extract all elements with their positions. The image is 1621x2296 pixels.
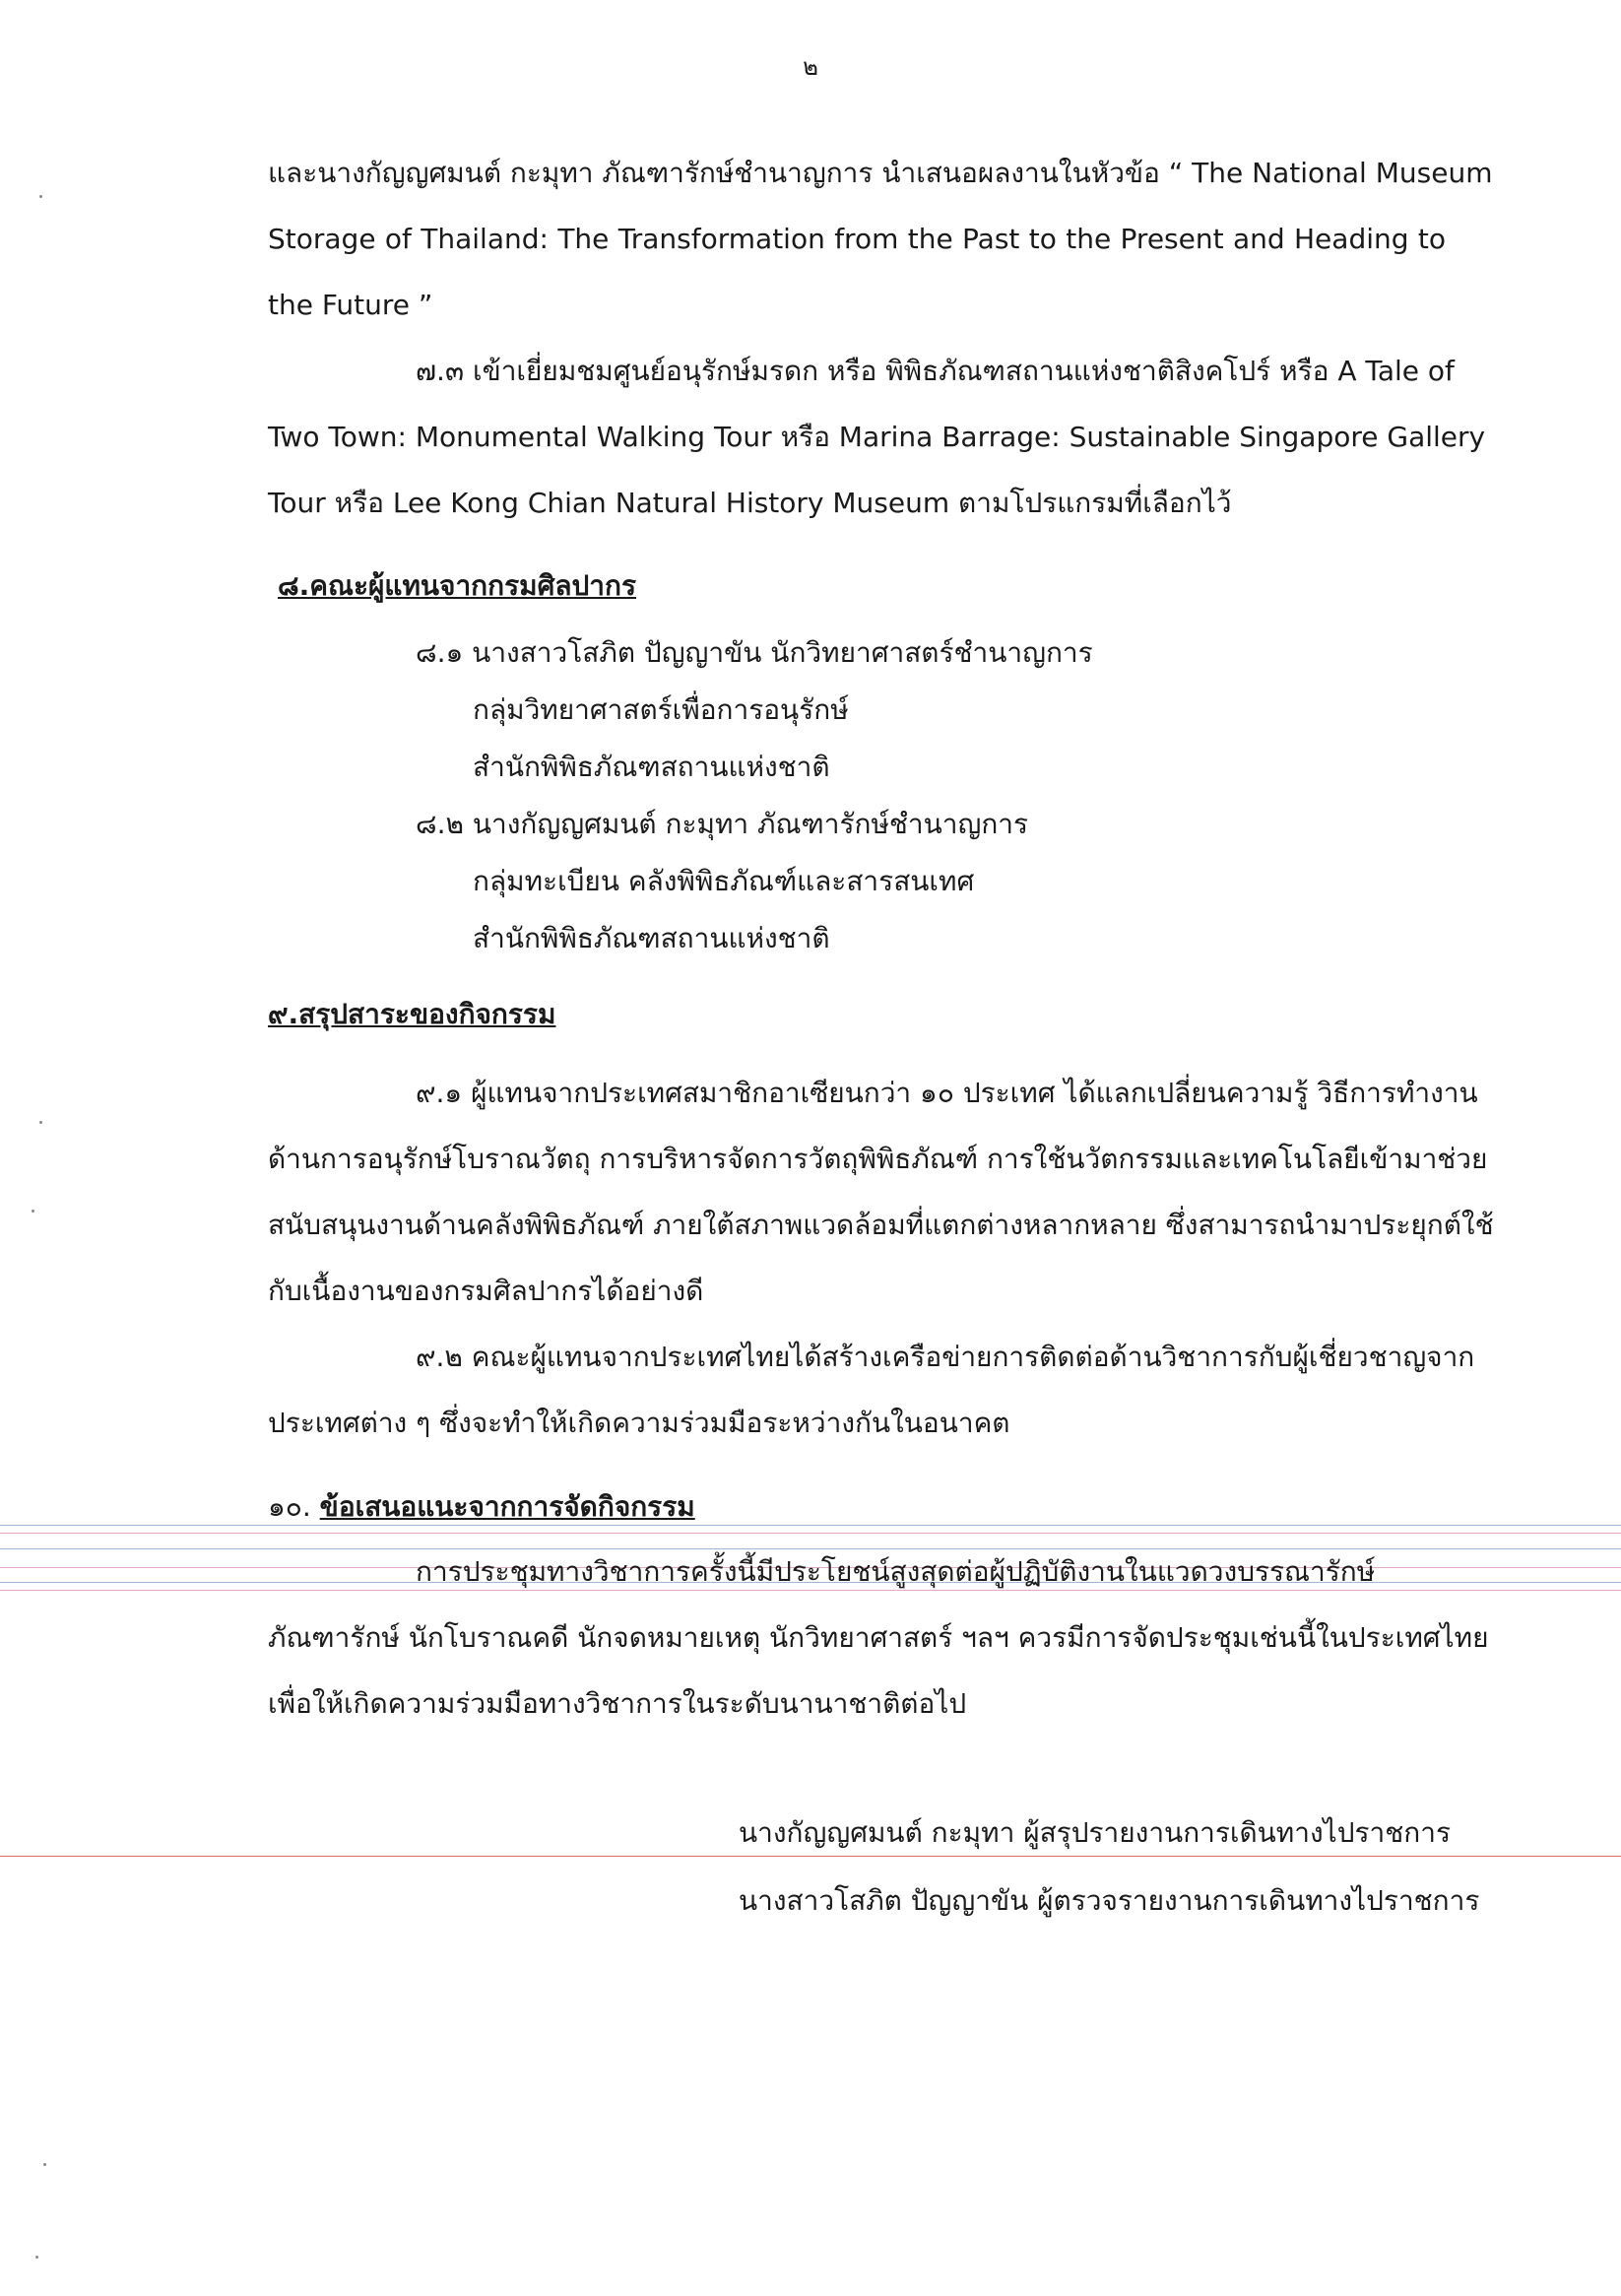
page-number: ๒ xyxy=(803,53,818,81)
scan-artifact-line xyxy=(0,1590,1621,1591)
item-7-3-line: ๗.๓ เข้าเยี่ยมชมศูนย์อนุรักษ์มรดก หรือ พิพิธภัณฑสถานแห่งชาติสิงคโปร์ หรือ A Tale of xyxy=(416,355,1455,387)
scan-artifact-line xyxy=(0,1548,1621,1549)
item-9-2-line: ๙.๒ คณะผู้แทนจากประเทศไทยได้สร้างเครือข่ายการติดต่อด้านวิชาการกับผู้เชี่ยวชาญจาก xyxy=(416,1341,1475,1373)
scan-speck xyxy=(35,2256,38,2259)
section-8-heading: ๘.คณะผู้แทนจากกรมศิลปากร xyxy=(278,569,636,602)
scan-speck xyxy=(39,1121,42,1124)
scan-artifact-line xyxy=(0,1525,1621,1526)
scan-speck xyxy=(39,195,42,198)
item-7-3-line: Tour หรือ Lee Kong Chian Natural History Museum ตามโปรแกรมที่เลือกไว้ xyxy=(268,487,1232,519)
paragraph-line: the Future ” xyxy=(268,289,433,321)
delegate-line: ๘.๒ นางกัญญศมนต์ กะมุทา ภัณฑารักษ์ชำนาญการ xyxy=(416,808,1029,840)
recommendation-line: ภัณฑารักษ์ นักโบราณคดี นักจดหมายเหตุ นักวิทยาศาสตร์ ฯลฯ ควรมีการจัดประชุมเช่นนี้ในประเทศไทย xyxy=(268,1621,1489,1654)
section-10-heading xyxy=(268,1489,695,1525)
paragraph-line: และนางกัญญศมนต์ กะมุทา ภัณฑารักษ์ชำนาญการ นำเสนอผลงานในหัวข้อ “ The National Museum xyxy=(268,157,1493,189)
report-reviewer: นางสาวโสภิต ปัญญาขัน ผู้ตรวจรายงานการเดินทางไปราชการ xyxy=(739,1884,1480,1917)
delegate-line: กลุ่มทะเบียน คลังพิพิธภัณฑ์และสารสนเทศ xyxy=(473,865,975,897)
item-9-1-line: สนับสนุนงานด้านคลังพิพิธภัณฑ์ ภายใต้สภาพแวดล้อมที่แตกต่างหลากหลาย ซึ่งสามารถนำมาประยุกต์ใช้ xyxy=(268,1209,1494,1241)
recommendation-line: เพื่อให้เกิดความร่วมมือทางวิชาการในระดับนานาชาติต่อไป xyxy=(268,1687,967,1720)
delegate-line: สำนักพิพิธภัณฑสถานแห่งชาติ xyxy=(473,922,830,954)
item-9-1-line: ด้านการอนุรักษ์โบราณวัตถุ การบริหารจัดการวัตถุพิพิธภัณฑ์ การใช้นวัตกรรมและเทคโนโลยีเข้ามาช่วย xyxy=(268,1143,1488,1175)
scan-speck xyxy=(32,1210,34,1213)
delegate-line: กลุ่มวิทยาศาสตร์เพื่อการอนุรักษ์ xyxy=(473,693,849,726)
recommendation-line: การประชุมทางวิชาการครั้งนี้มีประโยชน์สูงสุดต่อผู้ปฏิบัติงานในแวดวงบรรณารักษ์ xyxy=(416,1555,1376,1588)
scan-speck xyxy=(43,2163,46,2166)
delegate-line: ๘.๑ นางสาวโสภิต ปัญญาขัน นักวิทยาศาสตร์ชำนาญการ xyxy=(416,636,1093,669)
item-7-3-line: Two Town: Monumental Walking Tour หรือ Marina Barrage: Sustainable Singapore Gallery xyxy=(268,421,1486,453)
paragraph-line: Storage of Thailand: The Transformation from the Past to the Present and Heading to xyxy=(268,223,1446,255)
section-10-number: ๑๐. xyxy=(268,1490,311,1523)
delegate-line: สำนักพิพิธภัณฑสถานแห่งชาติ xyxy=(473,751,830,783)
item-9-1-line: กับเนื้องานของกรมศิลปากรได้อย่างดี xyxy=(268,1275,704,1307)
scan-artifact-line xyxy=(0,1533,1621,1534)
section-9-heading: ๙.สรุปสาระของกิจกรรม xyxy=(268,998,556,1030)
summary-author: นางกัญญศมนต์ กะมุทา ผู้สรุปรายงานการเดินทางไปราชการ xyxy=(739,1816,1451,1849)
item-9-2-line: ประเทศต่าง ๆ ซึ่งจะทำให้เกิดความร่วมมือระหว่างกันในอนาคต xyxy=(268,1407,1010,1439)
scan-artifact-line xyxy=(0,1856,1621,1857)
section-10-title: ข้อเสนอแนะจากการจัดกิจกรรม xyxy=(319,1490,695,1523)
item-9-1-line: ๙.๑ ผู้แทนจากประเทศสมาชิกอาเซียนกว่า ๑๐ ประเทศ ได้แลกเปลี่ยนความรู้ วิธีการทำงาน xyxy=(416,1077,1478,1109)
